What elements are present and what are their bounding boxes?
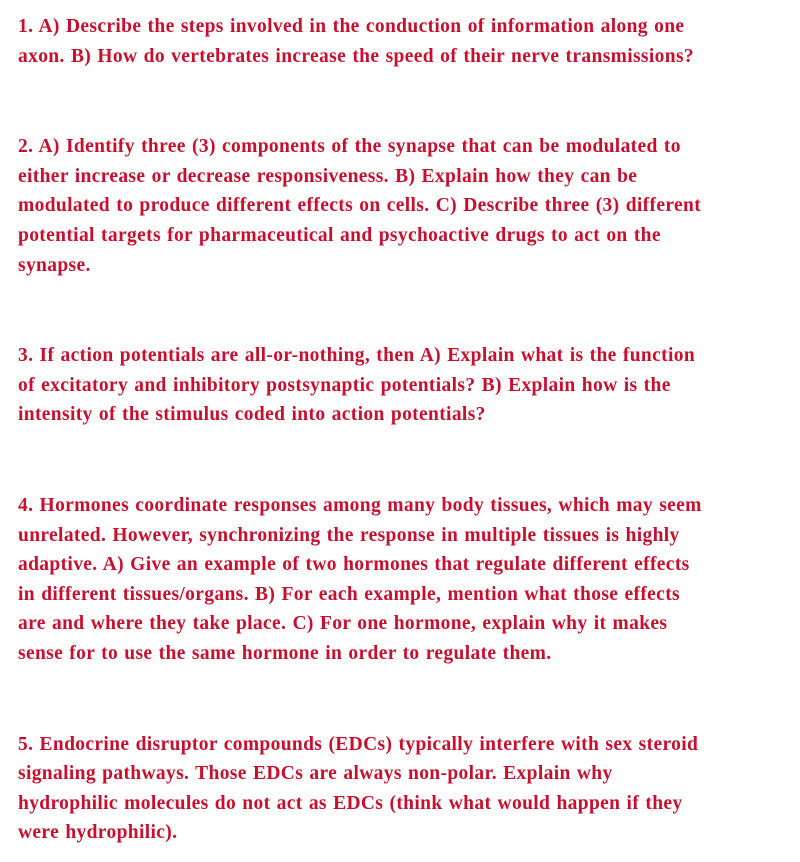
question-line: were hydrophilic). bbox=[18, 822, 178, 844]
question-line: 3. If action potentials are all-or-nothing, then A) Explain what is the function bbox=[18, 345, 696, 367]
question-line: unrelated. However, synchronizing the response in multiple tissues is highly bbox=[18, 524, 680, 546]
question-line: 4. Hormones coordinate responses among many body tissues, which may seem bbox=[18, 494, 702, 516]
question-line: 2. A) Identify three (3) components of the synapse that can be modulated to bbox=[18, 136, 681, 158]
question-2 bbox=[18, 132, 800, 280]
question-line: synapse. bbox=[18, 254, 91, 276]
question-line: axon. B) How do vertebrates increase the speed of their nerve transmissions? bbox=[18, 45, 694, 67]
question-line: of excitatory and inhibitory postsynaptic potentials? B) Explain how is the bbox=[18, 374, 671, 396]
question-line: either increase or decrease responsiveness. B) Explain how they can be bbox=[18, 165, 638, 187]
question-4 bbox=[18, 491, 800, 669]
question-line: in different tissues/organs. B) For each example, mention what those effects bbox=[18, 583, 680, 605]
question-line: 5. Endocrine disruptor compounds (EDCs) typically interfere with sex steroid bbox=[18, 733, 699, 755]
question-3 bbox=[18, 341, 800, 430]
question-line: are and where they take place. C) For one hormone, explain why it makes bbox=[18, 613, 668, 635]
question-line: intensity of the stimulus coded into action potentials? bbox=[18, 404, 486, 426]
question-5 bbox=[18, 730, 800, 848]
question-line: signaling pathways. Those EDCs are always non-polar. Explain why bbox=[18, 763, 613, 785]
question-line: modulated to produce different effects on cells. C) Describe three (3) different bbox=[18, 195, 702, 217]
question-1 bbox=[18, 12, 800, 71]
question-line: potential targets for pharmaceutical and psychoactive drugs to act on the bbox=[18, 224, 661, 246]
question-line: sense for to use the same hormone in order to regulate them. bbox=[18, 642, 552, 664]
question-line: hydrophilic molecules do not act as EDCs (think what would happen if they bbox=[18, 792, 683, 814]
question-line: adaptive. A) Give an example of two hormones that regulate different effects bbox=[18, 554, 690, 576]
question-line: 1. A) Describe the steps involved in the conduction of information along one bbox=[18, 16, 685, 37]
